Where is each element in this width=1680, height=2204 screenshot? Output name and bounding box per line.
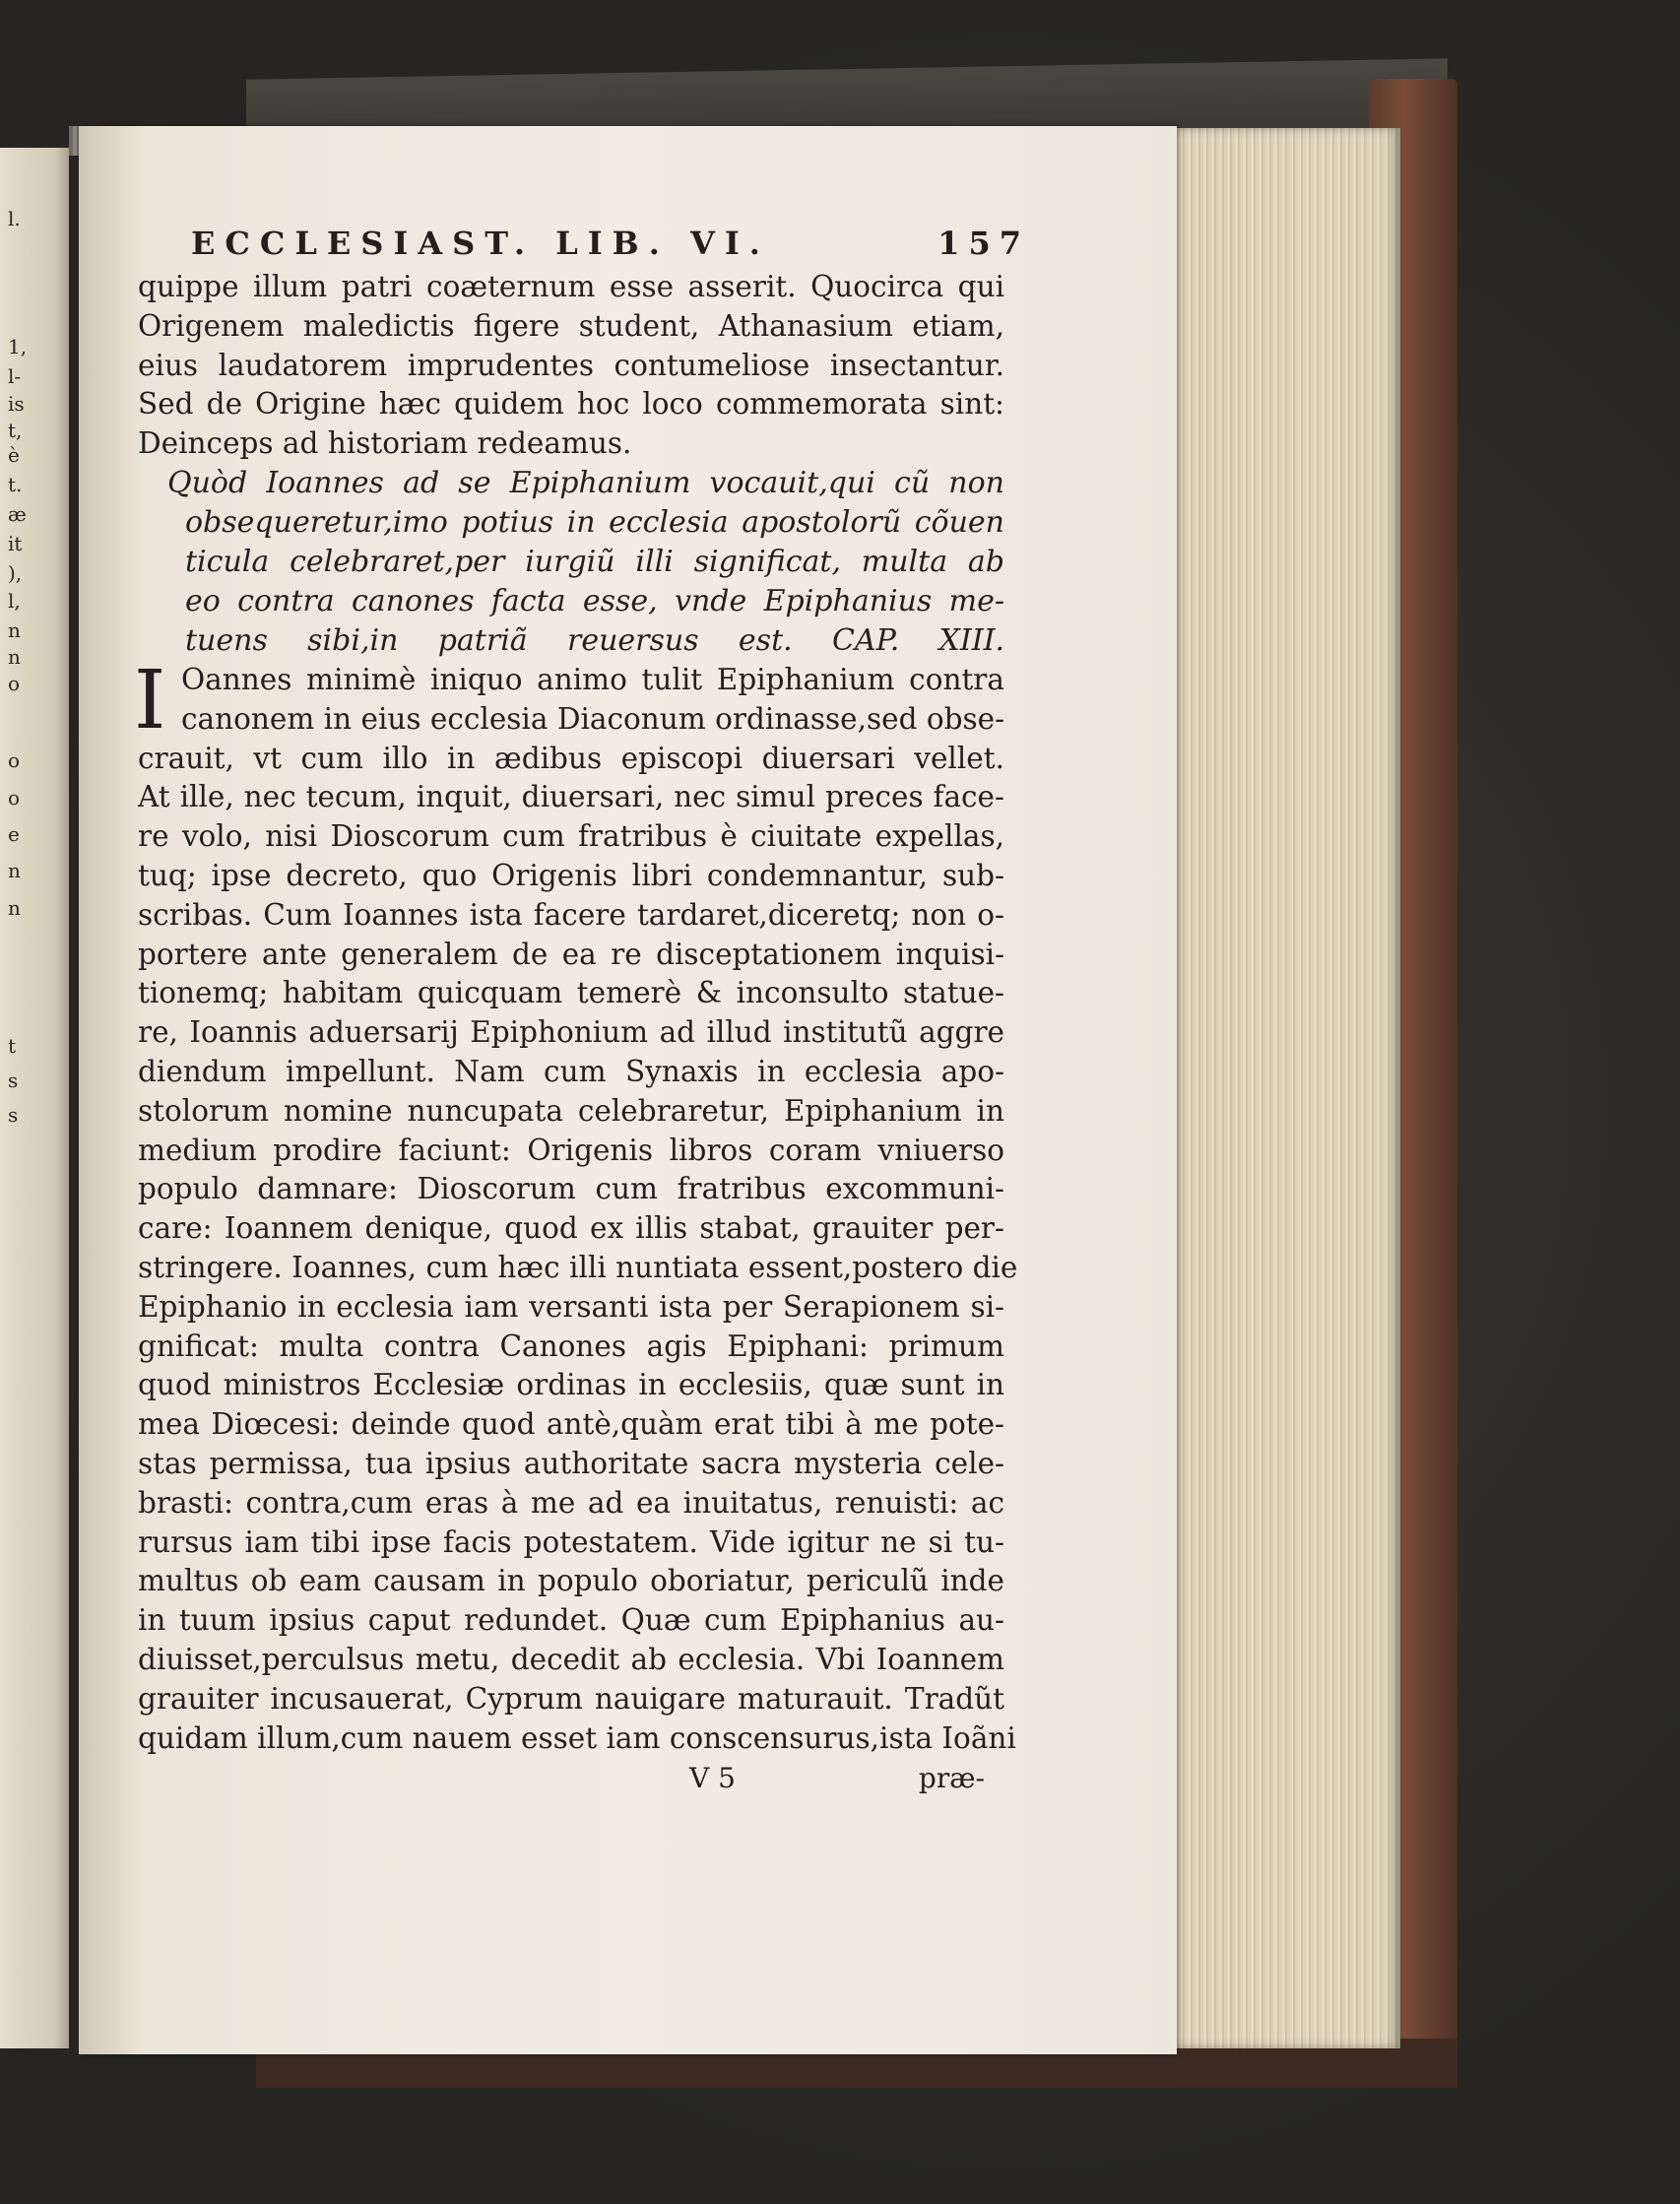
- chapter-body: [134, 653, 1018, 1758]
- heading-line: ticula celebraret,per iurgiũ illi significat, multa ab: [185, 544, 1004, 579]
- heading-line: obsequeretur,imo potius in ecclesia apostolorũ cõuen: [185, 504, 1004, 540]
- heading-line: eo contra canones facta esse, vnde Epiphanius me-: [185, 583, 1004, 618]
- heading-line: tuens sibi,in patriã reuersus est. CAP. XIII.: [185, 622, 1004, 658]
- left-margin-glyph: t: [8, 1034, 17, 1058]
- text-line: populo damnare: Dioscorum cum fratribus excommuni-: [138, 1172, 1004, 1206]
- left-margin-glyph: is: [8, 392, 25, 416]
- left-margin-glyph: it: [8, 532, 23, 555]
- left-margin-glyph: è: [8, 443, 20, 467]
- left-margin-glyph: o: [8, 748, 21, 772]
- left-margin-glyph: o: [8, 672, 21, 695]
- text-line: tionemq; habitam quicquam temerè & inconsulto statue-: [138, 976, 1004, 1010]
- heading-line: Quòd Ioannes ad se Epiphanium vocauit,qui cũ non: [167, 465, 1004, 500]
- left-margin-glyph: n: [8, 896, 21, 920]
- left-margin-glyph: o: [8, 786, 21, 810]
- text-line: crauit, vt cum illo in ædibus episcopi diuersari vellet.: [138, 741, 1004, 775]
- text-line: quidam illum,cum nauem esset iam conscensurus,ista Ioãni: [138, 1720, 1016, 1755]
- text-line: portere ante generalem de ea re disceptationem inquisi-: [138, 937, 1004, 971]
- text-line: Sed de Origine hæc quidem hoc loco commemorata sint:: [138, 387, 1004, 421]
- text-line: stringere. Ioannes, cum hæc illi nuntiata essent,postero die: [138, 1250, 1018, 1284]
- text-line: At ille, nec tecum, inquit, diuersari, nec simul preces face-: [138, 780, 1004, 814]
- drop-cap: I: [134, 653, 166, 747]
- text-line: care: Ioannem denique, quod ex illis stabat, grauiter per-: [138, 1211, 1004, 1246]
- text-line: re volo, nisi Dioscorum cum fratribus è ciuitate expellas,: [138, 819, 1004, 854]
- running-head: [191, 225, 1030, 262]
- text-line: diuisset,perculsus metu, decedit ab ecclesia. Vbi Ioannem: [138, 1642, 1004, 1676]
- left-margin-glyph: l-: [8, 364, 22, 388]
- text-line: Origenem maledictis figere student, Athanasium etiam,: [138, 308, 1004, 343]
- left-margin-glyph: l.: [8, 207, 21, 230]
- page-footer: [138, 1762, 1004, 1794]
- text-line: in tuum ipsius caput redundet. Quæ cum Epiphanius au-: [138, 1603, 1004, 1638]
- text-line: re, Ioannis aduersarij Epiphonium ad illud institutũ aggre: [138, 1015, 1004, 1050]
- left-margin-glyph: æ: [8, 502, 27, 526]
- chapter-heading: [138, 464, 1004, 661]
- text-line: Oannes minimè iniquo animo tulit Epiphanium contra: [181, 662, 1004, 696]
- signature-mark: V 5: [689, 1762, 736, 1795]
- text-line: tuq; ipse decreto, quo Origenis libri condemnantur, sub-: [138, 858, 1004, 892]
- text-line: diendum impellunt. Nam cum Synaxis in ecclesia apo-: [138, 1054, 1004, 1088]
- left-margin-glyph: n: [8, 618, 21, 642]
- text-line: Epiphanio in ecclesia iam versanti ista per Serapionem si-: [138, 1289, 1004, 1324]
- left-margin-glyph: 1,: [8, 335, 28, 358]
- page-number: 157: [937, 225, 1030, 262]
- running-head-title: ECCLESIAST. LIB. VI.: [191, 225, 770, 262]
- paragraph-intro: [138, 268, 1004, 464]
- text-line: canonem in eius ecclesia Diaconum ordinasse,sed obse-: [181, 701, 1005, 736]
- text-line: mea Diœcesi: deinde quod antè,quàm erat tibi à me pote-: [138, 1407, 1004, 1442]
- catchword: præ-: [918, 1762, 985, 1795]
- text-line: quippe illum patri coæternum esse asserit. Quocirca qui: [138, 270, 1004, 303]
- left-page-edge: [0, 148, 69, 2048]
- book-page: [79, 126, 1177, 2054]
- left-margin-glyph: t.: [8, 473, 23, 496]
- page-text-block: [134, 225, 1030, 1795]
- left-margin-glyph: n: [8, 859, 21, 882]
- left-margin-glyph: ),: [8, 561, 23, 585]
- text-line: scribas. Cum Ioannes ista facere tardaret,diceretq; non o-: [138, 897, 1004, 932]
- text-line: gnificat: multa contra Canones agis Epiphani: primum: [138, 1329, 1004, 1363]
- left-margin-glyph: s: [8, 1069, 19, 1092]
- text-line: stolorum nomine nuncupata celebraretur, Epiphanium in: [138, 1093, 1004, 1128]
- left-margin-glyph: e: [8, 822, 20, 846]
- text-line: medium prodire faciunt: Origenis libros coram vniuerso: [138, 1133, 1004, 1167]
- text-line: multus ob eam causam in populo oboriatur, periculũ inde: [138, 1564, 1004, 1598]
- text-line: quod ministros Ecclesiæ ordinas in ecclesiis, quæ sunt in: [138, 1368, 1004, 1402]
- text-line: Deinceps ad historiam redeamus.: [138, 426, 632, 461]
- left-margin-glyph: n: [8, 645, 21, 669]
- text-line: eius laudatorem imprudentes contumeliose insectantur.: [138, 348, 1004, 382]
- text-line: rursus iam tibi ipse facis potestatem. Vide igitur ne si tu-: [138, 1524, 1004, 1559]
- left-margin-glyph: t,: [8, 419, 23, 442]
- text-line: stas permissa, tua ipsius authoritate sacra mysteria cele-: [138, 1446, 1004, 1480]
- text-line: brasti: contra,cum eras à me ad ea inuitatus, renuisti: ac: [138, 1485, 1004, 1520]
- left-margin-glyph: s: [8, 1103, 19, 1127]
- left-margin-glyph: l,: [8, 589, 21, 613]
- text-line: grauiter incusauerat, Cyprum nauigare maturauit. Tradũt: [138, 1681, 1004, 1716]
- page-fore-edge: [1172, 128, 1400, 2048]
